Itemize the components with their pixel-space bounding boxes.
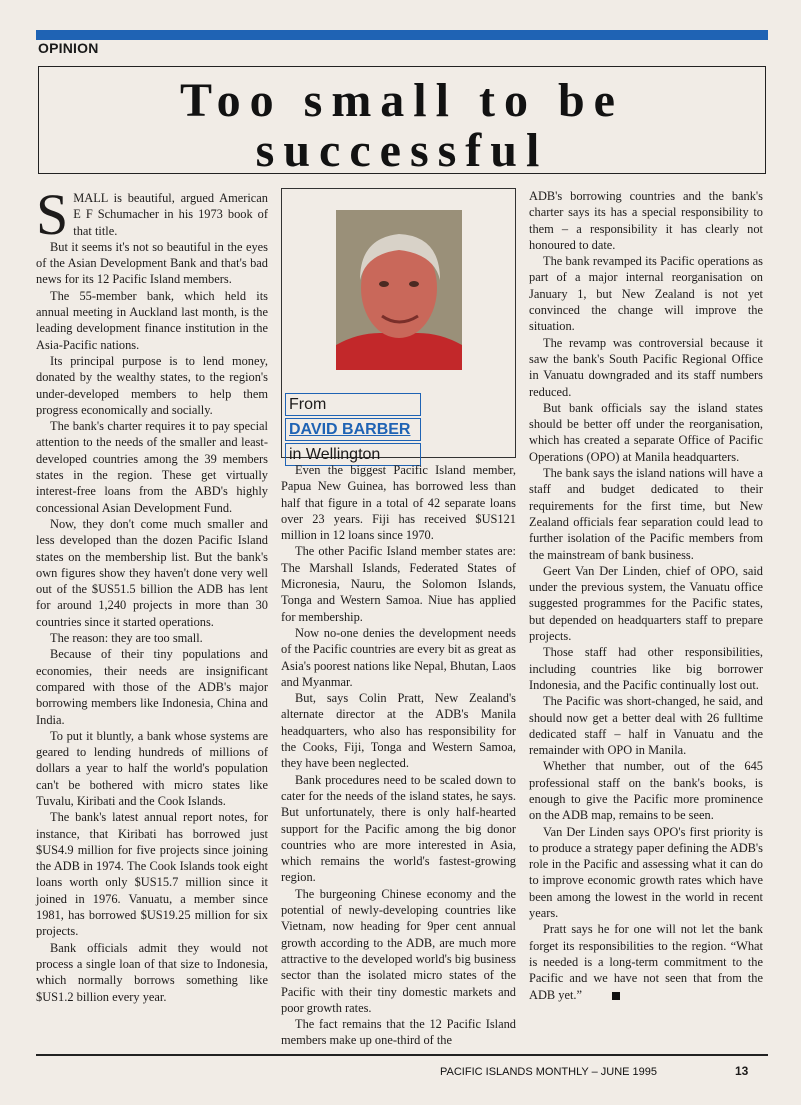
paragraph: Now no-one denies the development needs of the Pacific countries are every bit as great as Asia's poorest nations like Nepal, Bhutan, Laos and Myanmar. xyxy=(281,625,516,689)
paragraph: The bank revamped its Pacific operations as part of a major internal reorganisation on January 1, but New Zealand is not yet convinced the change will improve the situation. xyxy=(529,254,763,334)
paragraph: ADB's borrowing countries and the bank's charter says its has a special responsibility to them – a responsibility it has clearly not honoured to date. xyxy=(529,189,763,252)
headline-line-1: Too small to be xyxy=(180,74,624,127)
paragraph: The bank's charter requires it to pay special attention to the needs of the smaller and least-developed countries among the 39 members states in the region. These get virtually interest-free loans from the ABD's highly concessional Asian Development Fund. xyxy=(36,419,268,515)
headline xyxy=(38,76,766,176)
paragraph: Van Der Linden says OPO's first priority is to produce a strategy paper defining the ADB's role in the Pacific and assessing what it can do to improve economic growth rates which have been among the lowest in the world in recent years. xyxy=(529,824,763,921)
paragraph: But, says Colin Pratt, New Zealand's alternate director at the ADB's Manila headquarters, who also has responsibility for the Cooks, Fiji, Tonga and Western Samoa, they have been neglected. xyxy=(281,691,516,771)
paragraph: To put it bluntly, a bank whose systems are geared to lending hundreds of millions of dollars a year to half the world's population can't be bothered with micro states like Tuvalu, Kiribati and the Cook Islands. xyxy=(36,728,268,808)
closing-paragraph: Pratt says he for one will not let the bank forget its responsibilities to the region. “What is needed is a long-term commitment to the Pacific and we have not seen that from the ADB yet.” xyxy=(529,922,763,1002)
footer-publication: PACIFIC ISLANDS MONTHLY – JUNE 1995 xyxy=(440,1066,658,1078)
paragraph: The other Pacific Island member states are: The Marshall Islands, Federated States of Micronesia, Nauru, the Solomon Islands, Tonga and Western Samoa. Niue has applied for membership. xyxy=(281,544,516,624)
paragraph: Now, they don't come much smaller and less developed than the dozen Pacific Island states on the membership list. But the bank's own figures show they haven't done very well out of the $US51.5 billion the ADB has lent for around 1,240 projects in more than 30 countries since it started operations. xyxy=(36,516,268,629)
paragraph xyxy=(529,921,763,1002)
byline-from: From xyxy=(285,393,421,416)
paragraph: The bank's latest annual report notes, for instance, that Kiribati has borrowed just $US4.9 million for five projects since joining the ADB in 1974. The Cook Islands took eight loans worth only $US15.7 million since it joined in 1976. Vanuatu, a member since 1981, has borrowed $US19.25 million for six projects. xyxy=(36,810,268,939)
paragraph: Even the biggest Pacific Island member, Papua New Guinea, has borrowed less than half that figure in a total of 42 separate loans over 23 years. Fiji has received $US121 million in 12 loans since 1970. xyxy=(281,463,516,543)
paragraph: The reason: they are too small. xyxy=(50,631,203,646)
end-of-article-mark xyxy=(612,992,620,1000)
author-photo xyxy=(336,210,462,370)
footer-rule xyxy=(36,1054,768,1056)
paragraph: The bank says the island nations will have a staff and budget dedicated to their requirements for the first time, but New Zealand officials fear separation could lead to further isolation of the Pacific members from the mainstream of bank business. xyxy=(529,466,763,562)
paragraph: The revamp was controversial because it saw the bank's South Pacific Regional Office in Vanuatu downgraded and its staff numbers reduced. xyxy=(529,335,763,399)
article-column-2 xyxy=(281,462,516,1049)
byline-author: DAVID BARBER xyxy=(285,418,421,441)
section-color-bar xyxy=(36,30,768,40)
paragraph: Bank procedures need to be scaled down to cater for the needs of the island states, he says. But unfortunately, there is only half-hearted support for the Pacific among the big donor countries who are more interested in Asia, which remains the world's fastest-growing region. xyxy=(281,772,516,885)
page-number: 13 xyxy=(735,1064,749,1078)
paragraph: Those staff had other responsibilities, including countries like big borrower Indonesia, and the Pacific continually lost out. xyxy=(529,645,763,692)
paragraph: SMALL is beautiful, argued American E F Schumacher in his 1973 book of that title. xyxy=(36,182,268,247)
paragraph: Geert Van Der Linden, chief of OPO, said under the previous system, the Vanuatu office suggested programmes for the Pacific states, but depended on headquarters staff to prepare projects. xyxy=(529,563,763,644)
paragraph: Because of their tiny populations and economies, their needs are insignificant compared with those of the ADB's major borrowing members like Indonesia, China and India. xyxy=(36,647,268,727)
article-column-3 xyxy=(529,188,763,1003)
paragraph: But bank officials say the island states should be better off under the reorganisation, which has created a separate Office of Pacific Operations (OPO) at Manila headquarters. xyxy=(529,400,763,464)
byline xyxy=(285,393,425,468)
article-column-1 xyxy=(36,182,268,1005)
paragraph: The 55-member bank, which held its annual meeting in Auckland last month, is the leading development finance institution in the Asia-Pacific nations. xyxy=(36,288,268,352)
byline-location: in Wellington xyxy=(285,443,421,466)
paragraph: Whether that number, out of the 645 professional staff on the bank's books, is enough to give the Pacific more prominence on the ADB map, remains to be seen. xyxy=(529,759,763,823)
paragraph: The Pacific was short-changed, he said, and should now get a better deal with 26 fulltime dedicated staff – half in Vanuatu and the remainder with OPO in Manila. xyxy=(529,694,763,758)
paragraph: But it seems it's not so beautiful in the eyes of the Asian Development Bank and that's bad news for its 12 Pacific Island members. xyxy=(36,239,268,287)
paragraph: Its principal purpose is to lend money, donated by the wealthy states, to the region's under-developed members to help them progress economically and socially. xyxy=(36,353,268,417)
paragraph: Bank officials admit they would not process a single loan of that size to Indonesia, which normally borrows something like $US1.2 billion every year. xyxy=(36,940,268,1004)
headline-line-2: successful xyxy=(255,124,549,177)
section-label: OPINION xyxy=(38,40,99,56)
paragraph: The burgeoning Chinese economy and the potential of newly-developing countries like Vietnam, now heading for 9per cent annual growth according to the ADB, are much more attractive to the developed world's big business sector than the isolated micro states of the Pacific with their tiny domestic markets and poor growth rates. xyxy=(281,886,516,1015)
paragraph: The fact remains that the 12 Pacific Island members make up one-third of the xyxy=(281,1017,516,1048)
